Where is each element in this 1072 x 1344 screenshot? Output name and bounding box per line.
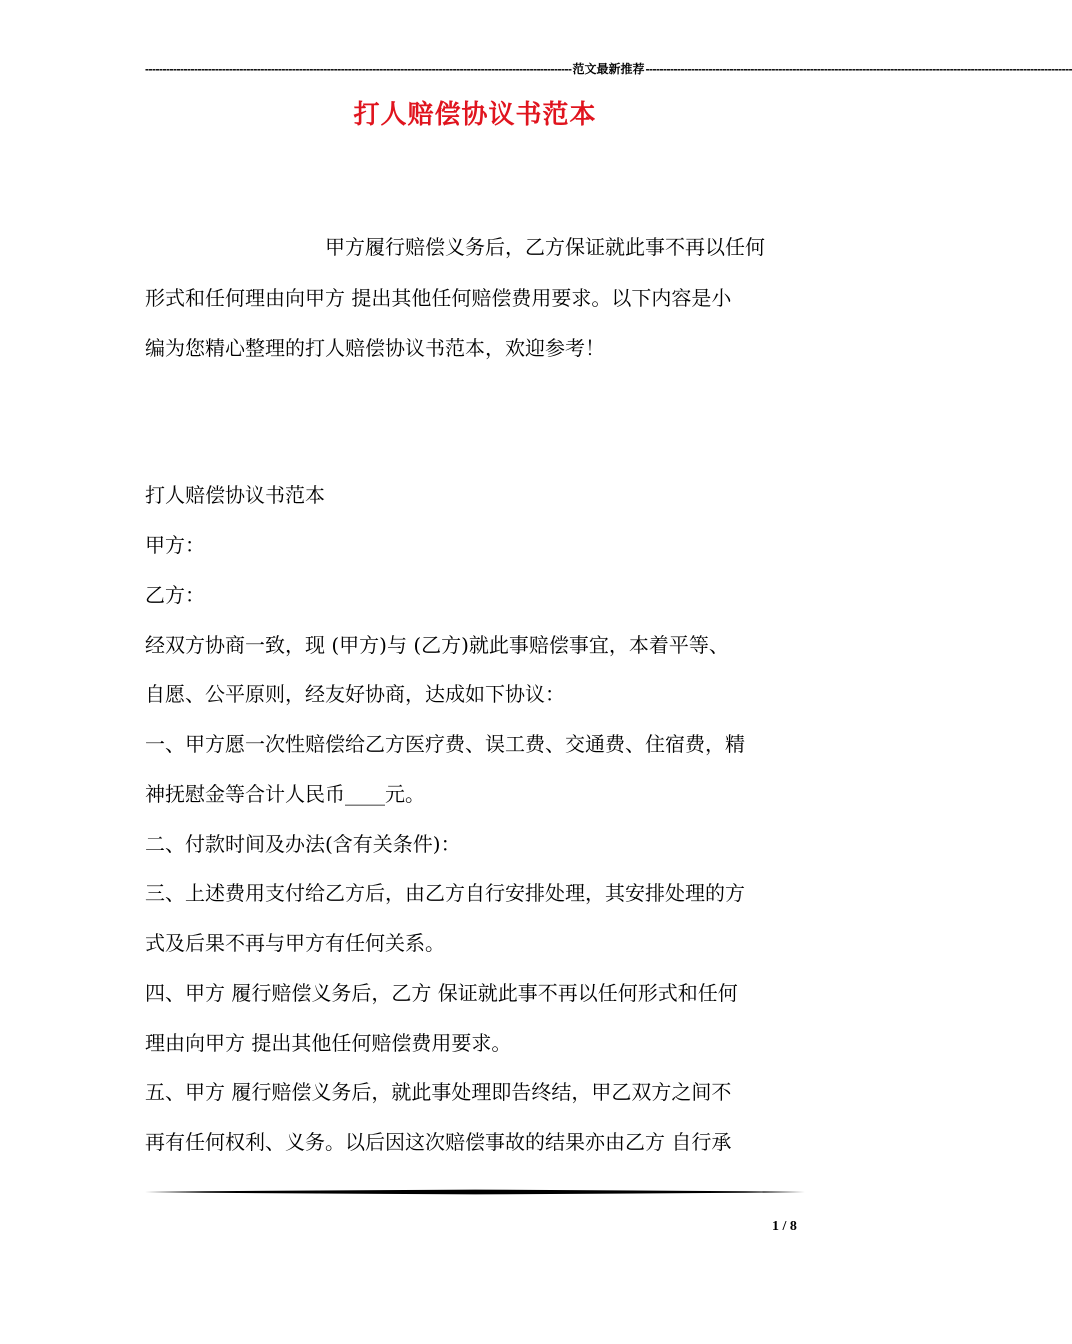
clause-5: 五、甲方 履行赔偿义务后，就此事处理即告终结，甲乙双方之间不 bbox=[145, 1080, 732, 1104]
body-line: 理由向甲方 提出其他任何赔偿费用要求。 bbox=[145, 1031, 512, 1055]
page-number: 1 / 8 bbox=[772, 1219, 797, 1234]
body-heading: 打人赔偿协议书范本 bbox=[145, 483, 325, 507]
intro-line-2: 形式和任何理由向甲方 提出其他任何赔偿费用要求。以下内容是小 bbox=[145, 286, 732, 310]
body-line: 式及后果不再与甲方有任何关系。 bbox=[145, 931, 445, 955]
header-dashes-left: -------------------------------------------------------------------------------------------------------------------------- bbox=[145, 61, 572, 76]
body-line: 再有任何权利、义务。以后因这次赔偿事故的结果亦由乙方 自行承 bbox=[145, 1130, 732, 1154]
party-a: 甲方： bbox=[145, 533, 205, 557]
clause-2: 二、付款时间及办法(含有关条件)： bbox=[145, 832, 461, 856]
header-banner bbox=[145, 60, 1072, 77]
body-line: 自愿、公平原则，经友好协商，达成如下协议： bbox=[145, 682, 565, 706]
intro-line-3: 编为您精心整理的打人赔偿协议书范本，欢迎参考！ bbox=[145, 336, 605, 360]
body-line: 神抚慰金等合计人民币____元。 bbox=[145, 782, 425, 806]
clause-1: 一、甲方愿一次性赔偿给乙方医疗费、误工费、交通费、住宿费，精 bbox=[145, 732, 745, 756]
footer-divider bbox=[145, 1189, 805, 1195]
header-label: 范文最新推荐 bbox=[572, 62, 645, 76]
document-title: 打人赔偿协议书范本 bbox=[353, 100, 597, 130]
header-dashes-right: -------------------------------------------------------------------------------------------------------------------------- bbox=[645, 61, 1072, 76]
clause-4: 四、甲方 履行赔偿义务后，乙方 保证就此事不再以任何形式和任何 bbox=[145, 981, 738, 1005]
clause-3: 三、上述费用支付给乙方后，由乙方自行安排处理，其安排处理的方 bbox=[145, 881, 745, 905]
body-line: 经双方协商一致，现 (甲方)与 (乙方)就此事赔偿事宜，本着平等、 bbox=[145, 633, 729, 657]
party-b: 乙方： bbox=[145, 583, 205, 607]
intro-line-1: 甲方履行赔偿义务后，乙方保证就此事不再以任何 bbox=[325, 235, 765, 259]
